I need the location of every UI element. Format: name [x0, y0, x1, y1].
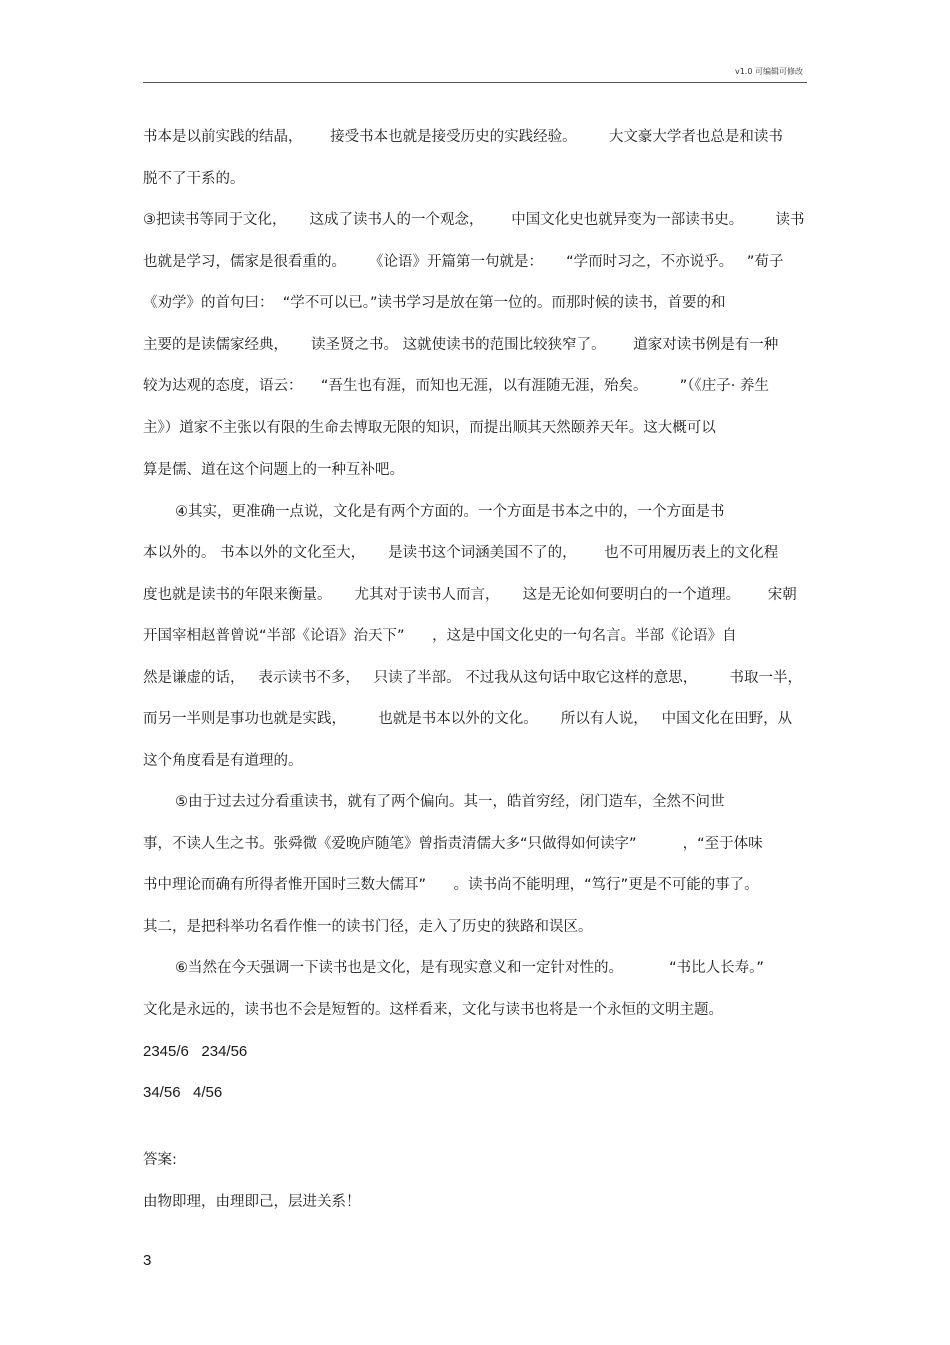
paragraph-line: ④其实，更准确一点说，文化是有两个方面的。一个方面是书本之中的，一个方面是书 — [175, 504, 725, 520]
paragraph-line: 书本是以前实践的结晶， 接受书本也就是接受历史的实践经验。 大文豪大学者也总是和读书 — [143, 129, 783, 145]
number-sequence-line: 2345/6 234/56 — [143, 1043, 248, 1060]
paragraph-line: 《劝学》的首句曰： “学不可以已。”读书学习是放在第一位的。而那时候的读书，首要的和 — [143, 295, 726, 311]
paragraph-line: 而另一半则是事功也就是实践， 也就是书本以外的文化。 所以有人说， 中国文化在田野，从 — [143, 711, 793, 727]
paragraph-line: 脱不了干系的。 — [143, 171, 245, 187]
paragraph-line: ⑤由于过去过分看重读书，就有了两个偏向。其一，皓首穷经，闭门造车，全然不问世 — [175, 794, 725, 810]
header-divider — [143, 82, 807, 83]
paragraph-line: 主要的是读儒家经典， 读圣贤之书。 这就使读书的范围比较狭窄了。 道家对读书例是有一种 — [143, 337, 779, 353]
paragraph-line: 度也就是读书的年限来衡量。 尤其对于读书人而言， 这是无论如何要明白的一个道理。 宋朝 — [143, 587, 797, 603]
paragraph-line: 也就是学习，儒家是很看重的。 《论语》开篇第一句就是： “学而时习之，不亦说乎。 ”荀子 — [143, 254, 784, 270]
paragraph-line: 然是谦虚的话， 表示读书不多， 只读了半部。 不过我从这句话中取它这样的意思， 书取一半， — [143, 670, 803, 686]
paragraph-line: 文化是永远的，读书也不会是短暂的。这样看来，文化与读书也将是一个永恒的文明主题。 — [143, 1002, 723, 1018]
paragraph-line: 开国宰相赵普曾说“半部《论语》治天下” ，这是中国文化史的一句名言。半部《论语》自 — [143, 628, 737, 644]
paragraph-line: 事，不读人生之书。张舜微《爱晚庐随笔》曾指责清儒大多“只做得如何读字” ，“至于体味 — [143, 836, 763, 852]
paragraph-line: 其二，是把科举功名看作惟一的读书门径，走入了历史的狭路和误区。 — [143, 919, 593, 935]
paragraph-line: ③把读书等同于文化， 这成了读书人的一个观念， 中国文化史也就异变为一部读书史。 读书 — [143, 212, 805, 228]
answer-label: 答案: — [143, 1152, 177, 1168]
paragraph-line: 算是儒、道在这个问题上的一种互补吧。 — [143, 462, 404, 478]
paragraph-line: 本以外的。 书本以外的文化至大， 是读书这个词涵美国不了的， 也不可用履历表上的文化程 — [143, 545, 779, 561]
paragraph-line: 这个角度看是有道理的。 — [143, 753, 303, 769]
paragraph-line: 书中理论而确有所得者惟开国时三数大儒耳” 。读书尚不能明理，“笃行”更是不可能的事了。 — [143, 877, 759, 893]
header-version-note: v1.0 可编辑可修改 — [735, 67, 803, 76]
answer-text: 由物即理，由理即己，层进关系！ — [143, 1194, 361, 1210]
page-number: 3 — [143, 1252, 152, 1269]
paragraph-line: ⑥当然在今天强调一下读书也是文化，是有现实意义和一定针对性的。 “书比人长寿。” — [175, 960, 764, 976]
paragraph-line: 主》）道家不主张以有限的生命去博取无限的知识，而提出顺其天然颐养天年。这大概可以 — [143, 420, 716, 436]
number-sequence-line: 34/56 4/56 — [143, 1084, 223, 1101]
paragraph-line: 较为达观的态度，语云： “吾生也有涯，而知也无涯，以有涯随无涯，殆矣。 ”（《庄子· 养生 — [143, 378, 769, 394]
